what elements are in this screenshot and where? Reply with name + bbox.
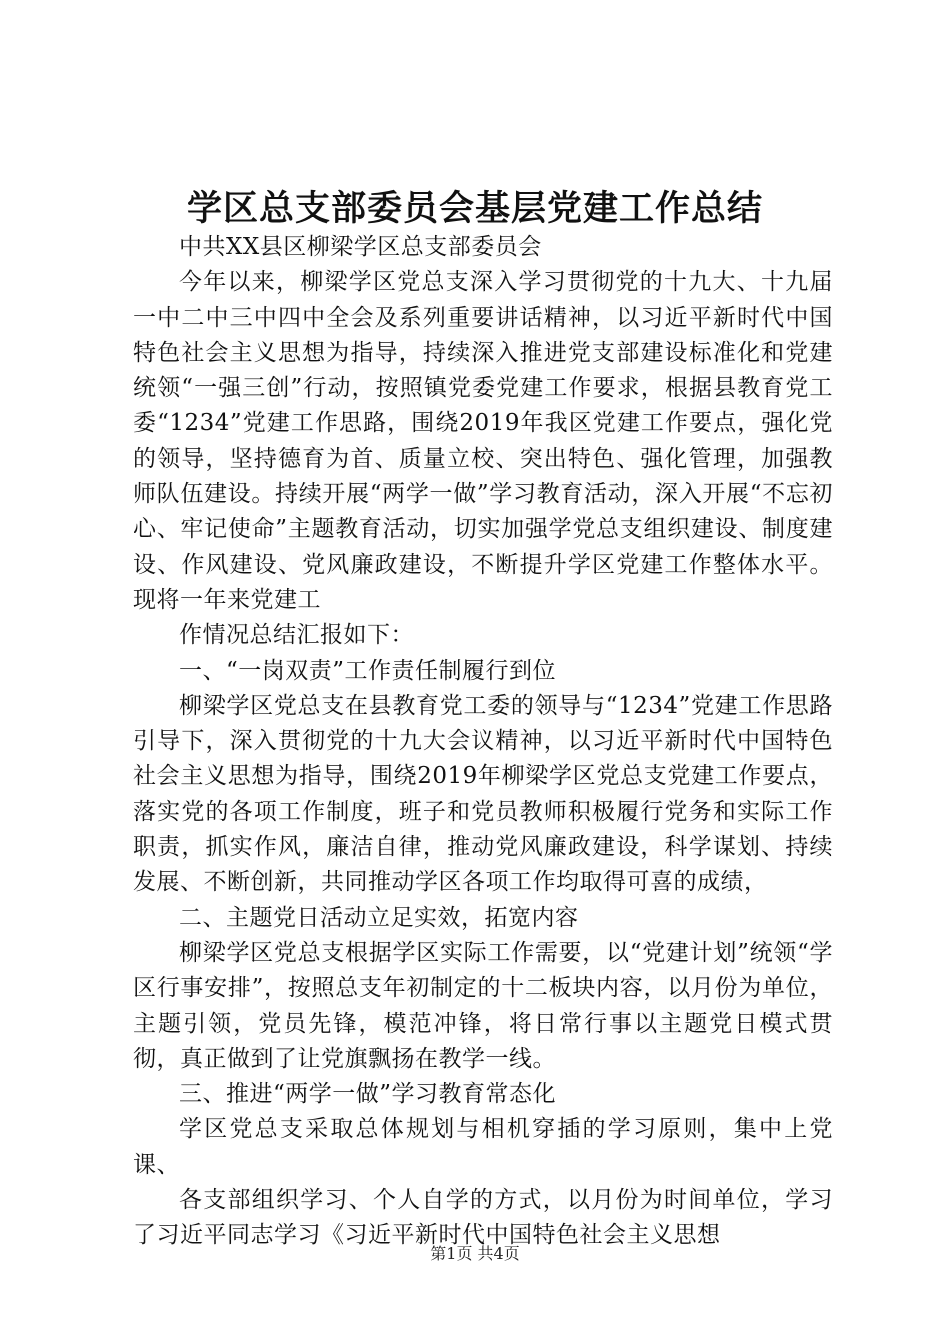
intro-paragraph: 今年以来，柳梁学区党总支深入学习贯彻党的十九大、十九届一中二中三中四中全会及系列重要讲话精神，以习近平新时代中国特色社会主义思想为指导，持续深入推进党支部建设标准化和党建统领“一强三创”行动，按照镇党委党建工作要求，根据县教育党工委“1234”党建工作思路，围绕2019年我区党建工作要点，强化党的领导，坚持德育为首、质量立校、突出特色、强化管理，加强教师队伍建设。持续开展“两学一做”学习教育活动，深入开展“不忘初心、牢记使命”主题教育活动，切实加强学党总支组织建设、制度建设、作风建设、党风廉政建设，不断提升学区党建工作整体水平。现将一年来党建工 xyxy=(133,269,833,613)
document-body xyxy=(133,230,833,1254)
organization-line: 中共XX县区柳梁学区总支部委员会 xyxy=(179,234,542,260)
section-1-paragraph: 柳梁学区党总支在县教育党工委的领导与“1234”党建工作思路引导下，深入贯彻党的十九大会议精神，以习近平新时代中国特色社会主义思想为指导，围绕2019年柳梁学区党总支党建工作要点，落实党的各项工作制度，班子和党员教师积极履行党务和实际工作职责，抓实作风，廉洁自律，推动党风廉政建设，科学谋划、持续发展、不断创新，共同推动学区各项工作均取得可喜的成绩， xyxy=(133,692,833,896)
section-3-paragraph-1: 学区党总支采取总体规划与相机穿插的学习原则，集中上党课、 xyxy=(133,1116,833,1178)
section-heading-2: 二、主题党日活动立足实效，拓宽内容 xyxy=(179,904,579,931)
section-heading-3: 三、推进“两学一做”学习教育常态化 xyxy=(179,1081,557,1108)
section-3-paragraph-2: 各支部组织学习、个人自学的方式，以月份为时间单位，学习了习近平同志学习《习近平新时代中国特色社会主义思想 xyxy=(133,1187,833,1249)
document-title: 学区总支部委员会基层党建工作总结 xyxy=(186,189,763,229)
section-2-paragraph: 柳梁学区党总支根据学区实际工作需要，以“党建计划”统领“学区行事安排”，按照总支年初制定的十二板块内容，以月份为单位，主题引领，党员先锋，模范冲锋，将日常行事以主题党日模式贯彻，真正做到了让党旗飘扬在教学一线。 xyxy=(133,939,833,1072)
page-number-footer: 第1页 共4页 xyxy=(430,1244,520,1263)
section-heading-1: 一、“一岗双责”工作责任制履行到位 xyxy=(179,657,557,684)
report-lead-paragraph: 作情况总结汇报如下： xyxy=(179,622,414,649)
